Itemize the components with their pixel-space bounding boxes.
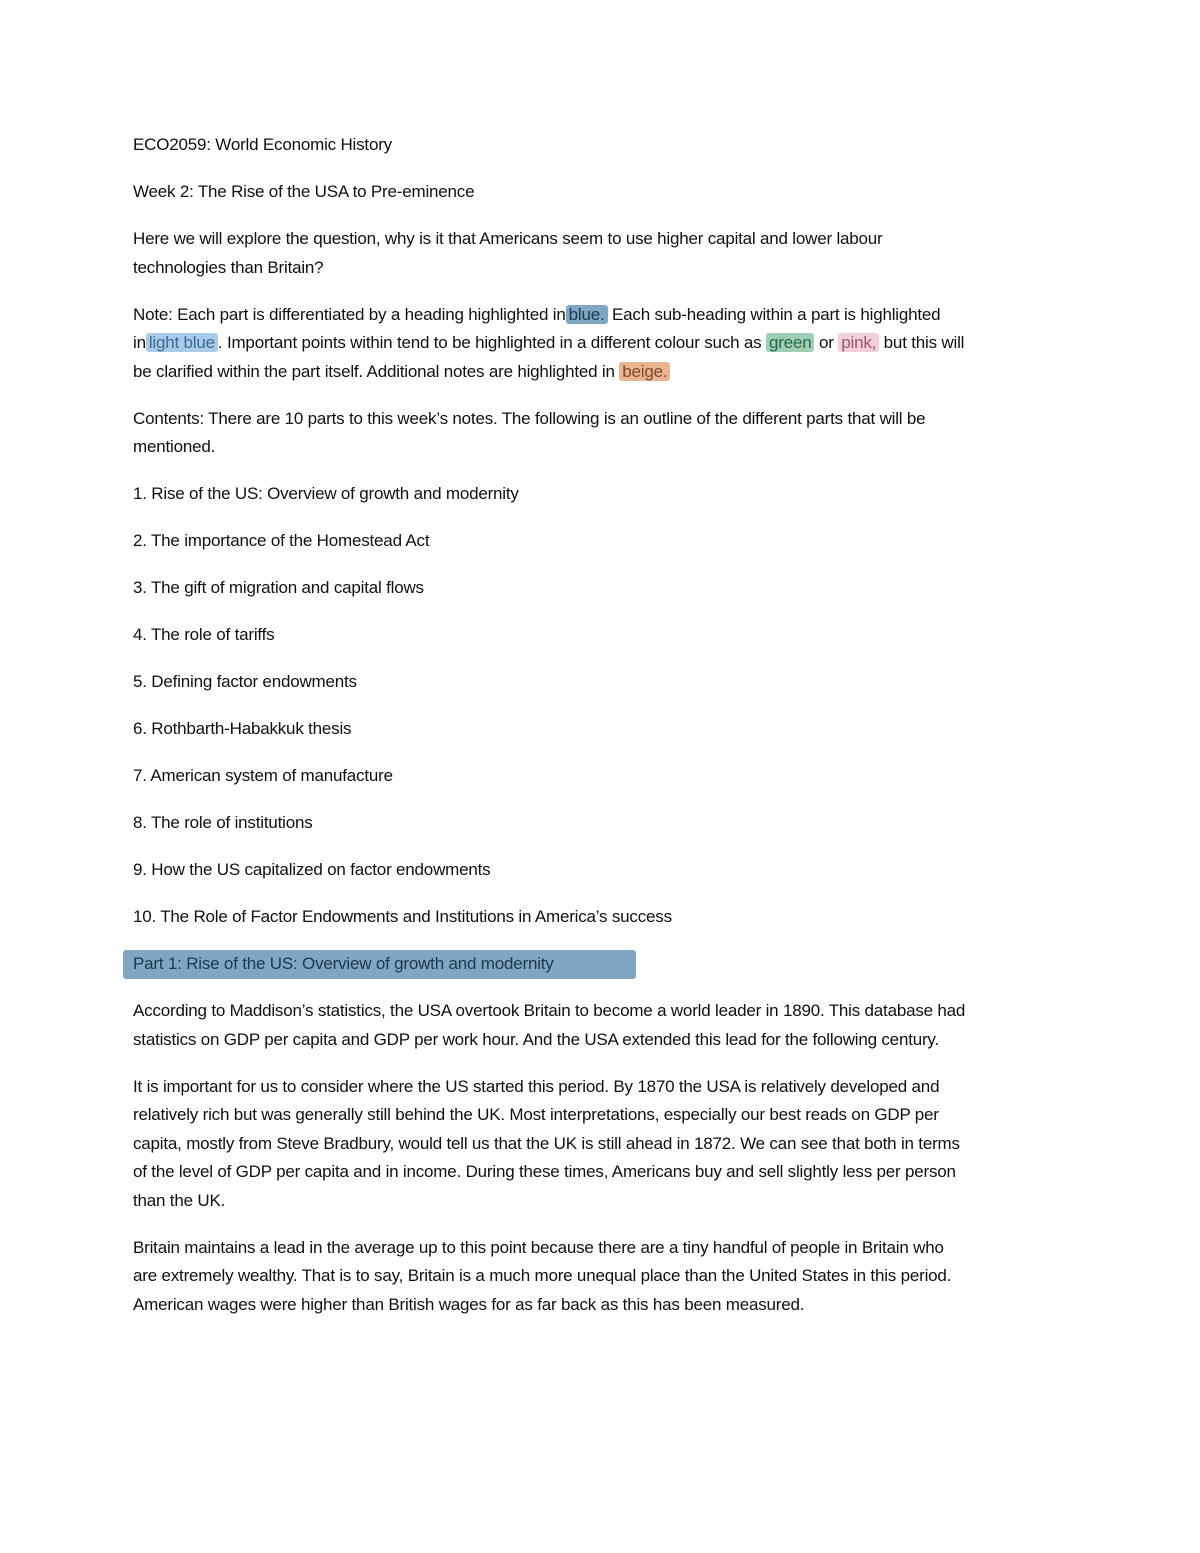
note-text-2: Each sub-heading within a part is highlighted in	[133, 304, 941, 352]
contents-item: 10. The Role of Factor Endowments and Institutions in America’s success	[133, 907, 672, 926]
note-text-1: Note: Each part is differentiated by a heading highlighted in	[133, 304, 566, 324]
contents-item: 1. Rise of the US: Overview of growth and modernity	[133, 484, 519, 503]
part-1-heading: Part 1: Rise of the US: Overview of growth and modernity	[123, 950, 636, 979]
course-title: ECO2059: World Economic History	[133, 135, 392, 154]
contents-item: 7. American system of manufacture	[133, 766, 393, 785]
document-body	[133, 131, 968, 1338]
light-blue-highlight-sample: light blue	[146, 333, 218, 352]
week-title: Week 2: The Rise of the USA to Pre-eminence	[133, 182, 475, 201]
note-text-3: . Important points within tend to be highlighted in a different colour such as	[217, 333, 766, 352]
contents-item: 9. How the US capitalized on factor endowments	[133, 860, 491, 879]
intro-paragraph: Here we will explore the question, why is it that Americans seem to use higher capital and lower labour technologies than Britain?	[133, 229, 883, 277]
pink-highlight-sample: pink,	[838, 333, 879, 352]
note-paragraph	[133, 301, 968, 387]
contents-item: 5. Defining factor endowments	[133, 672, 357, 691]
blue-highlight-sample: blue.	[566, 305, 608, 324]
contents-item: 4. The role of tariffs	[133, 625, 275, 644]
green-highlight-sample: green	[766, 333, 814, 352]
body-paragraph: According to Maddison’s statistics, the USA overtook Britain to become a world leader in 1890. This database had statistics on GDP per capita and GDP per work hour. And the USA extended this lead for the following century.	[133, 1001, 966, 1049]
contents-item: 2. The importance of the Homestead Act	[133, 531, 430, 550]
part-1-heading-line	[133, 950, 968, 979]
beige-highlight-sample: beige.	[619, 362, 670, 381]
contents-item: 3. The gift of migration and capital flows	[133, 578, 424, 597]
contents-intro: Contents: There are 10 parts to this week’s notes. The following is an outline of the different parts that will be mentioned.	[133, 408, 926, 456]
contents-item: 6. Rothbarth-Habakkuk thesis	[133, 719, 352, 738]
body-paragraph: Britain maintains a lead in the average up to this point because there are a tiny handful of people in Britain who are extremely wealthy. That is to say, Britain is a much more unequal place than the United States in this period. American wages were higher than British wages for as far back as this has been measured.	[133, 1237, 952, 1314]
body-paragraph: It is important for us to consider where the US started this period. By 1870 the USA is relatively developed and relatively rich but was generally still behind the UK. Most interpretations, especially our best reads on GDP per capita, mostly from Steve Bradbury, would tell us that the UK is still ahead in 1872. We can see that both in terms of the level of GDP per capita and in income. During these times, Americans buy and sell slightly less per person than the UK.	[133, 1076, 960, 1210]
contents-item: 8. The role of institutions	[133, 813, 313, 832]
note-text-4: or	[814, 333, 839, 352]
note-text-5: but this will be clarified within the part itself. Additional notes are highlighted in	[133, 333, 965, 381]
contents-list	[133, 480, 968, 932]
